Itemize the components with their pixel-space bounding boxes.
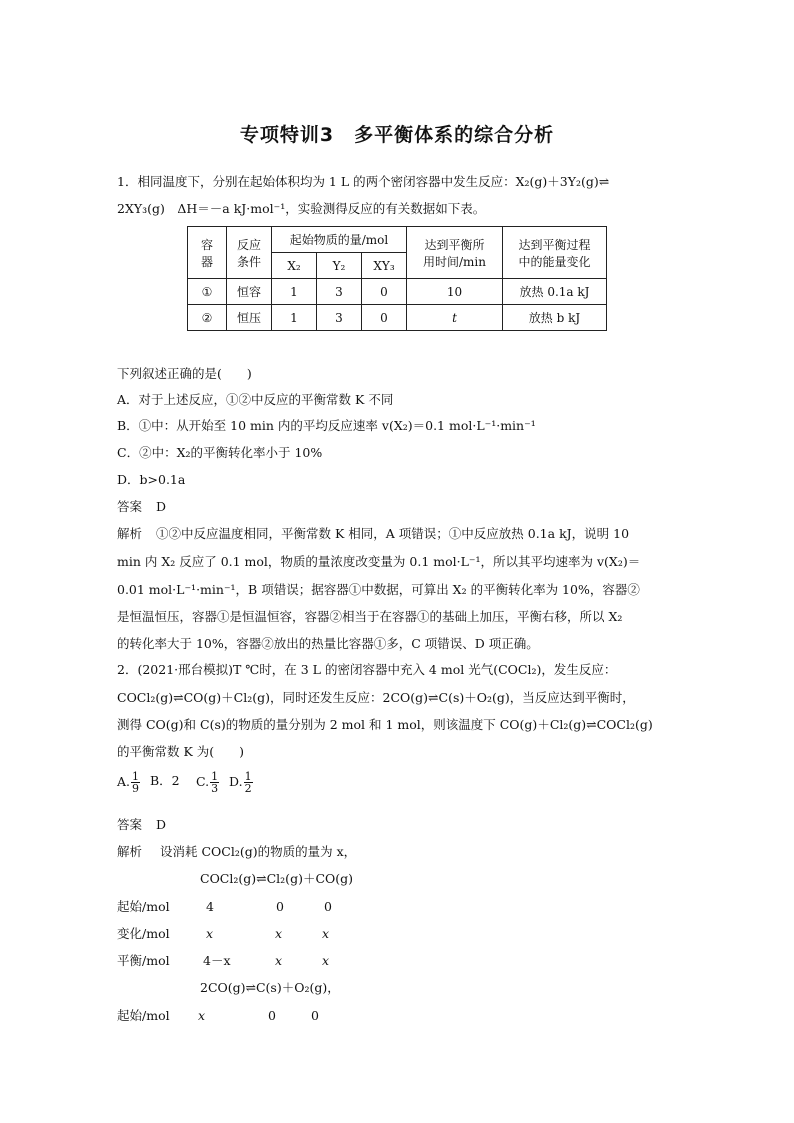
- q2-option-d: D. $\frac{1}{2}$: [229, 770, 252, 795]
- q1-option-b: B．①中：从开始至 10 min 内的平均反应速率 v(X₂)＝0.1 mol·L⁻¹·min⁻¹: [117, 418, 536, 433]
- r1-label-equilibrium: 平衡/mol: [117, 953, 170, 968]
- table-header-time: 达到平衡所 用时间/min: [407, 227, 503, 279]
- r1-label-initial: 起始/mol: [117, 899, 170, 914]
- analysis-label: 解析: [117, 526, 143, 541]
- q2-option-c: C. $\frac{1}{3}$: [196, 770, 219, 795]
- q1-prompt: 下列叙述正确的是( ): [117, 366, 252, 381]
- reaction-2-equation: 2CO(g)⇌C(s)＋O₂(g)，: [200, 980, 340, 995]
- q2-option-a: A. $\frac{1}{9}$: [117, 770, 140, 795]
- q1-option-c: C．②中：X₂的平衡转化率小于 10%: [117, 445, 323, 460]
- answer-value: D: [156, 817, 167, 832]
- q2-stem-line-2: COCl₂(g)⇌CO(g)＋Cl₂(g)，同时还发生反应：2CO(g)⇌C(s)＋O₂(g)，当反应达到平衡时，: [117, 690, 635, 705]
- table-cell-xy3: 0: [362, 305, 407, 331]
- table-cell-energy: 放热 b kJ: [503, 305, 607, 331]
- table-header-condition: 反应 条件: [227, 227, 272, 279]
- table-header-container: 容 器: [188, 227, 227, 279]
- q1-analysis-line-4: 是恒温恒压，容器①是恒温恒容，容器②相当于在容器①的基础上加压，平衡右移，所以 X₂: [117, 609, 623, 624]
- q2-stem-line-1: 2．(2021·邢台模拟)T ℃时，在 3 L 的密闭容器中充入 4 mol 光气(COCl₂)，发生反应：: [117, 662, 617, 677]
- q2-option-b: B．2: [150, 773, 180, 788]
- table-cell-id: ①: [188, 279, 227, 305]
- r2-label-initial: 起始/mol: [117, 1008, 170, 1023]
- table-cell-energy: 放热 0.1a kJ: [503, 279, 607, 305]
- table-row: [188, 305, 607, 331]
- q1-analysis-line-2: min 内 X₂ 反应了 0.1 mol，物质的量浓度改变量为 0.1 mol·L⁻¹，所以其平均速率为 v(X₂)＝: [117, 554, 641, 569]
- table-header-x2: X₂: [272, 253, 317, 279]
- reaction-1-equation: COCl₂(g)⇌Cl₂(g)＋CO(g): [200, 871, 354, 886]
- table-header-initial-amount: 起始物质的量/mol: [272, 227, 407, 253]
- answer-label: 答案: [117, 817, 143, 832]
- q1-stem-line-1: 1．相同温度下，分别在起始体积均为 1 L 的两个密闭容器中发生反应：X₂(g)＋3Y₂(g)⇌: [117, 174, 610, 189]
- answer-value: D: [156, 499, 167, 514]
- q1-data-table: [187, 226, 607, 331]
- q2-stem-line-4: 的平衡常数 K 为( ): [117, 744, 245, 759]
- q1-option-a: A．对于上述反应，①②中反应的平衡常数 K 不同: [117, 392, 394, 407]
- table-cell-time: 10: [407, 279, 503, 305]
- r1-label-change: 变化/mol: [117, 926, 170, 941]
- table-cell-time: t: [407, 305, 503, 331]
- table-row: [188, 279, 607, 305]
- answer-label: 答案: [117, 499, 143, 514]
- table-cell-xy3: 0: [362, 279, 407, 305]
- q1-analysis-line-5: 的转化率大于 10%，容器②放出的热量比容器①多，C 项错误、D 项正确。: [117, 636, 539, 651]
- fraction: $\frac{1}{3}$: [211, 770, 219, 795]
- q2-stem-line-3: 测得 CO(g)和 C(s)的物质的量分别为 2 mol 和 1 mol，则该温度下 CO(g)＋Cl₂(g)⇌COCl₂(g): [117, 717, 653, 732]
- table-cell-id: ②: [188, 305, 227, 331]
- q1-answer: [117, 497, 166, 517]
- table-cell-y2: 3: [317, 305, 362, 331]
- table-cell-y2: 3: [317, 279, 362, 305]
- page-title: 专项特训3 多平衡体系的综合分析: [239, 124, 555, 146]
- table-cell-condition: 恒容: [227, 279, 272, 305]
- q1-analysis-line-1: 解析 ①②中反应温度相同，平衡常数 K 相同，A 项错误；①中反应放热 0.1a kJ，说明 10: [117, 526, 630, 541]
- q1-analysis-line-3: 0.01 mol·L⁻¹·min⁻¹，B 项错误；据容器①中数据，可算出 X₂ 的平衡转化率为 10%，容器②: [117, 582, 640, 597]
- q1-stem-line-2: 2XY₃(g) ΔH＝－a kJ·mol⁻¹，实验测得反应的有关数据如下表。: [117, 201, 486, 216]
- table-header-y2: Y₂: [317, 253, 362, 279]
- table-cell-x2: 1: [272, 279, 317, 305]
- q2-answer: [117, 815, 166, 835]
- q2-analysis-intro: 解析 设消耗 COCl₂(g)的物质的量为 x，: [117, 844, 357, 859]
- q1-option-d: D．b>0.1a: [117, 472, 186, 487]
- fraction: $\frac{1}{9}$: [132, 770, 140, 795]
- table-header-xy3: XY₃: [362, 253, 407, 279]
- fraction: $\frac{1}{2}$: [244, 770, 252, 795]
- analysis-label: 解析: [117, 844, 143, 859]
- document-page: 专项特训3 多平衡体系的综合分析 1．相同温度下，分别在起始体积均为 1 L 的两个密闭容器中发生反应：X₂(g)＋3Y₂(g)⇌ 2XY₃(g) ΔH＝－a kJ·mol⁻¹，实验测得反应的有关数据如下表。 容 器 反应 条件 起始物质的量/mol 达到平衡所 用时间/min 达到平衡过程 中的能量变化 X₂ Y₂ XY₃ ① 恒容 1 3 0 10 放热 0.1a kJ ② 恒压 1 3 0 t 放热 b kJ 下列叙述正确的是( ) A．对于上述反应，①②中反应的平衡常数 K 不同 B．①中：从开始至 10 min 内的平均反应速率 v(X₂)＝0.1 mol·L⁻¹·min⁻¹ C．②中：X₂的平衡转化率小于 10% D．b>0.1a 答案 D 解析 ①②中反应温度相同，平衡常数 K 相同，A 项错误；①中反应放热 0.1a kJ，说明 10 min 内 X₂ 反应了 0.1 mol，物质的量浓度改变量为 0.1 mol·L⁻¹，所以其平均速率为 v(X₂)＝ 0.01 mol·L⁻¹·min⁻¹，B 项错误；据容器①中数据，可算出 X₂ 的平衡转化率为 10%，容器② 是恒温恒压，容器①是恒温恒容，容器②相当于在容器①的基础上加压，平衡右移，所以 X₂ 的转化率大于 10%，容器②放出的热量比容器①多，C 项错误、D 项正确。 2．(2021·邢台模拟)T ℃时，在 3 L 的密闭容器中充入 4 mol 光气(COCl₂)，发生反应： COCl₂(g)⇌CO(g)＋Cl₂(g)，同时还发生反应：2CO(g)⇌C(s)＋O₂(g)，当反应达到平衡时， 测得 CO(g)和 C(s)的物质的量分别为 2 mol 和 1 mol，则该温度下 CO(g)＋Cl₂(g)⇌COCl₂(g) 的平衡常数 K 为( ) A. $\frac{1}{9}$ B．2 C. $\frac{1}{3}$ D. $\frac{1}{2}$ 答案 D 解析 设消耗 COCl₂(g)的物质的量为 x， COCl₂(g)⇌Cl₂(g)＋CO(g) 起始/mol 4 0 0 变化/mol x x x 平衡/mol 4－x x x 2CO(g)⇌C(s)＋O₂(g)， 起始/mol x 0 0: [0, 0, 794, 1123]
- table-header-energy: 达到平衡过程 中的能量变化: [503, 227, 607, 279]
- table-cell-condition: 恒压: [227, 305, 272, 331]
- table-cell-x2: 1: [272, 305, 317, 331]
